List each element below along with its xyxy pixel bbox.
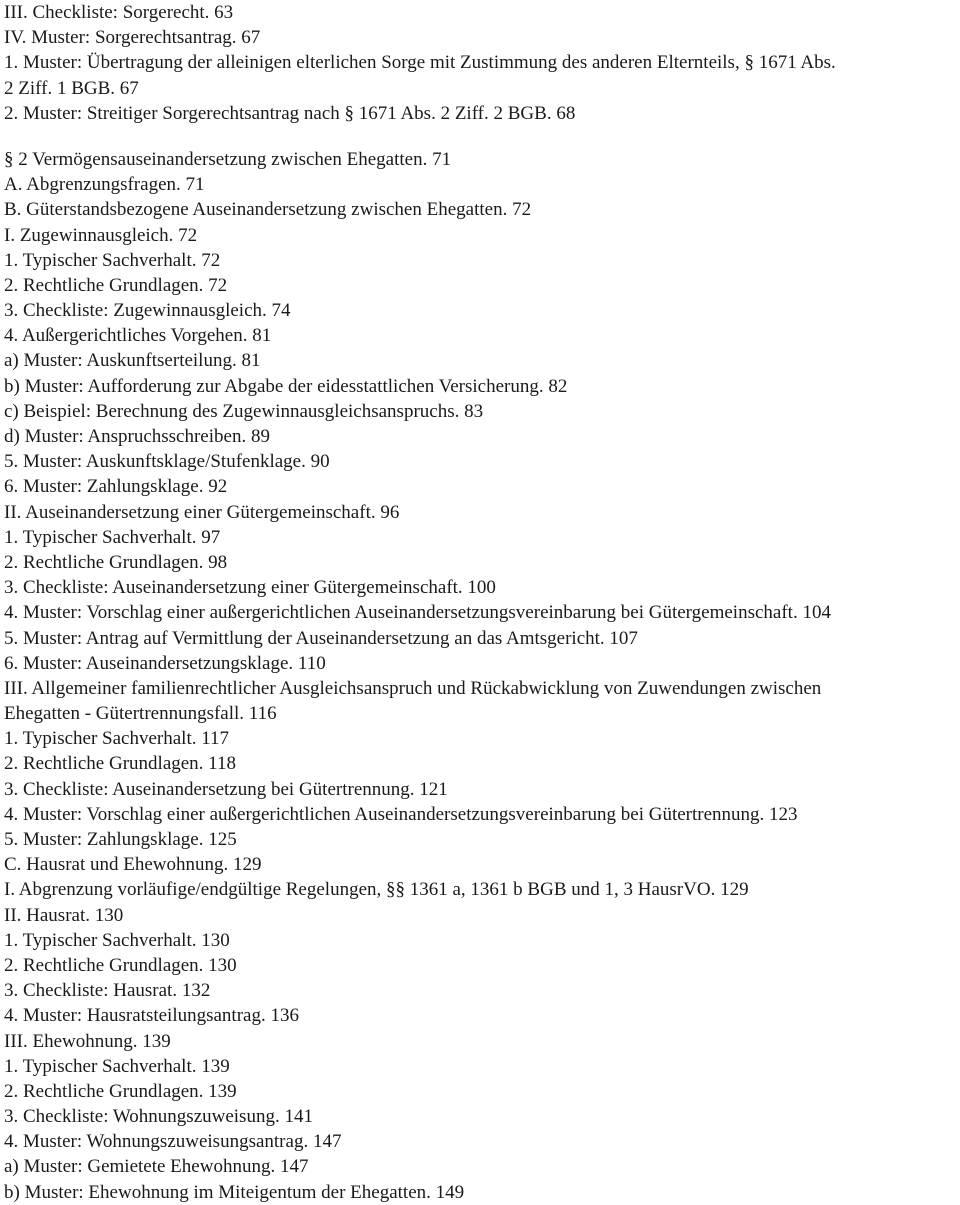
toc-line: 4. Muster: Wohnungszuweisungsantrag. 147 bbox=[4, 1131, 342, 1153]
toc-line: 1. Typischer Sachverhalt. 97 bbox=[4, 526, 221, 548]
toc-line: II. Auseinandersetzung einer Gütergemeinschaft. 96 bbox=[4, 501, 400, 523]
toc-line: I. Abgrenzung vorläufige/endgültige Regelungen, §§ 1361 a, 1361 b BGB und 1, 3 HausrVO. 129 bbox=[4, 879, 749, 901]
toc-line: 1. Muster: Übertragung der alleinigen elterlichen Sorge mit Zustimmung des anderen Elternteils, § 1671 Abs. bbox=[4, 52, 836, 74]
toc-line: 1. Typischer Sachverhalt. 139 bbox=[4, 1055, 230, 1077]
toc-line: 2 Ziff. 1 BGB. 67 bbox=[4, 77, 139, 99]
toc-line: 6. Muster: Auseinandersetzungsklage. 110 bbox=[4, 652, 326, 674]
toc-line: 4. Muster: Vorschlag einer außergerichtlichen Auseinandersetzungsvereinbarung bei Gütertrennung. 123 bbox=[4, 803, 798, 825]
toc-line: 2. Rechtliche Grundlagen. 130 bbox=[4, 954, 237, 976]
toc-line: b) Muster: Aufforderung zur Abgabe der eidesstattlichen Versicherung. 82 bbox=[4, 375, 568, 397]
toc-line: c) Beispiel: Berechnung des Zugewinnausgleichsanspruchs. 83 bbox=[4, 400, 484, 422]
toc-line: 5. Muster: Antrag auf Vermittlung der Auseinandersetzung an das Amtsgericht. 107 bbox=[4, 627, 638, 649]
toc-section-heading: § 2 Vermögensauseinandersetzung zwischen Ehegatten. 71 bbox=[4, 148, 452, 170]
toc-line: 2. Rechtliche Grundlagen. 98 bbox=[4, 551, 228, 573]
toc-line: 3. Checkliste: Auseinandersetzung einer Gütergemeinschaft. 100 bbox=[4, 577, 496, 599]
toc-line: III. Allgemeiner familienrechtlicher Ausgleichsanspruch und Rückabwicklung von Zuwendungen zwischen bbox=[4, 677, 822, 699]
toc-line: 3. Checkliste: Hausrat. 132 bbox=[4, 980, 211, 1002]
toc-line: 5. Muster: Zahlungsklage. 125 bbox=[4, 829, 237, 850]
toc-line: 5. Muster: Auskunftsklage/Stufenklage. 90 bbox=[4, 451, 330, 473]
toc-line: a) Muster: Auskunftserteilung. 81 bbox=[4, 350, 261, 372]
toc-line: 4. Muster: Vorschlag einer außergerichtlichen Auseinandersetzungsvereinbarung bei Gütergemeinschaft. 104 bbox=[4, 602, 831, 624]
toc-line: 3. Checkliste: Zugewinnausgleich. 74 bbox=[4, 300, 291, 322]
toc-line: 4. Außergerichtliches Vorgehen. 81 bbox=[4, 325, 272, 347]
toc-line: 1. Typischer Sachverhalt. 117 bbox=[4, 728, 230, 750]
toc-line: B. Güterstandsbezogene Auseinandersetzung zwischen Ehegatten. 72 bbox=[4, 199, 532, 221]
toc-line: 3. Checkliste: Wohnungszuweisung. 141 bbox=[4, 1106, 313, 1128]
toc-line: 6. Muster: Zahlungsklage. 92 bbox=[4, 476, 228, 498]
toc-line: 2. Muster: Streitiger Sorgerechtsantrag nach § 1671 Abs. 2 Ziff. 2 BGB. 68 bbox=[4, 102, 576, 124]
toc-line: II. Hausrat. 130 bbox=[4, 904, 124, 926]
toc-line: d) Muster: Anspruchsschreiben. 89 bbox=[4, 426, 270, 447]
toc-line: C. Hausrat und Ehewohnung. 129 bbox=[4, 854, 262, 876]
toc-line: 3. Checkliste: Auseinandersetzung bei Gütertrennung. 121 bbox=[4, 778, 448, 800]
toc-line: III. Ehewohnung. 139 bbox=[4, 1030, 171, 1052]
toc-line: A. Abgrenzungsfragen. 71 bbox=[4, 174, 205, 196]
toc-line: 2. Rechtliche Grundlagen. 72 bbox=[4, 274, 228, 296]
toc-line: Ehegatten - Gütertrennungsfall. 116 bbox=[4, 703, 277, 725]
toc-line: 2. Rechtliche Grundlagen. 139 bbox=[4, 1080, 237, 1102]
toc-line: I. Zugewinnausgleich. 72 bbox=[4, 224, 198, 246]
toc-line: b) Muster: Ehewohnung im Miteigentum der Ehegatten. 149 bbox=[4, 1181, 465, 1203]
toc-line: IV. Muster: Sorgerechtsantrag. 67 bbox=[4, 27, 261, 49]
toc-line: 4. Muster: Hausratsteilungsantrag. 136 bbox=[4, 1005, 299, 1027]
toc-line: a) Muster: Gemietete Ehewohnung. 147 bbox=[4, 1156, 309, 1178]
toc-line: 2. Rechtliche Grundlagen. 118 bbox=[4, 753, 236, 775]
toc-line: III. Checkliste: Sorgerecht. 63 bbox=[4, 2, 234, 23]
toc-line: 1. Typischer Sachverhalt. 72 bbox=[4, 249, 221, 271]
table-of-contents bbox=[4, 0, 956, 1205]
toc-line: 1. Typischer Sachverhalt. 130 bbox=[4, 929, 230, 951]
